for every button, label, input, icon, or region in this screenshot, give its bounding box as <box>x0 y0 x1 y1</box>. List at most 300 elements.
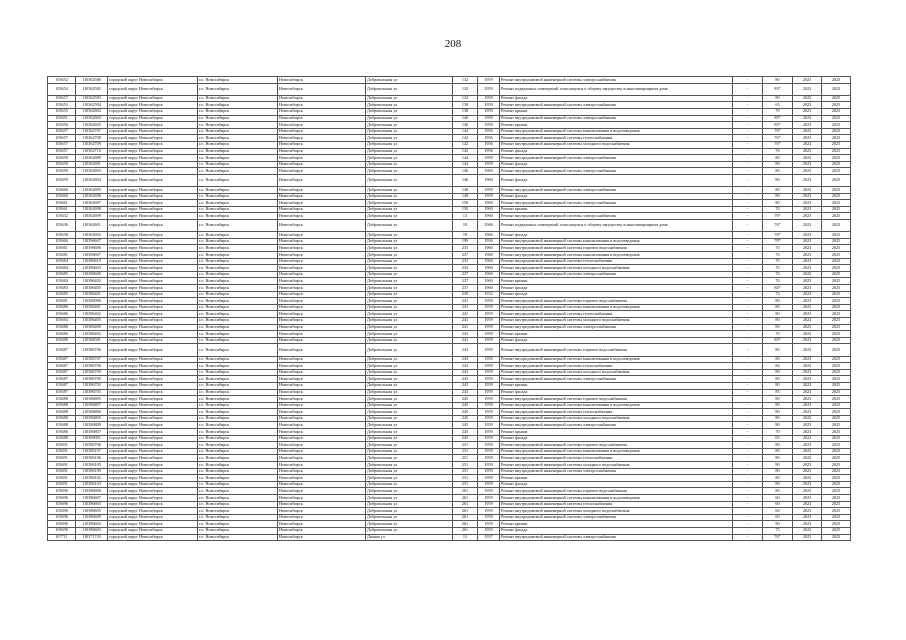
table-row <box>48 363 851 370</box>
settlement-cell: г.о. Новосибирск <box>198 95 278 102</box>
settlement-cell: г.о. Новосибирск <box>198 304 278 311</box>
settlement-cell: г.о. Новосибирск <box>198 382 278 389</box>
end-year-cell: 2025 <box>822 337 851 344</box>
start-year-cell: 2023 <box>793 115 822 122</box>
house-number-cell: 239 <box>453 291 478 298</box>
table-row <box>48 508 851 515</box>
settlement-cell: г.о. Новосибирск <box>198 501 278 508</box>
end-year-cell: 2025 <box>822 409 851 416</box>
value-cell: 60 <box>763 495 793 502</box>
cost-cell: - <box>733 128 763 135</box>
end-year-cell: 2025 <box>822 245 851 252</box>
street-cell: Добровольная ул <box>366 455 453 462</box>
street-cell: Добровольная ул <box>366 356 453 363</box>
settlement-cell: г.о. Новосибирск <box>198 232 278 239</box>
end-year-cell: 2025 <box>822 527 851 534</box>
table-row <box>48 324 851 331</box>
work-type-cell: Ремонт крыши <box>500 206 733 213</box>
start-year-cell: 2023 <box>793 324 822 331</box>
city-cell: Новосибирск <box>278 220 366 232</box>
house-number-cell: 243 <box>453 344 478 356</box>
work-type-cell: Ремонт внутридомовой инженерной системы электроснабжения <box>500 468 733 475</box>
end-year-cell: 2025 <box>822 501 851 508</box>
row-number-cell: 103657 <box>48 95 76 102</box>
settlement-cell: г.о. Новосибирск <box>198 429 278 436</box>
value-cell: 80 <box>763 344 793 356</box>
settlement-cell: г.о. Новосибирск <box>198 148 278 155</box>
house-number-cell: 138 <box>453 108 478 115</box>
cost-cell: - <box>733 521 763 528</box>
end-year-cell: 2025 <box>822 193 851 200</box>
value-cell: 70 <box>763 108 793 115</box>
settlement-cell: г.о. Новосибирск <box>198 389 278 396</box>
district-cell: городской округ Новосибирск <box>108 115 198 122</box>
district-cell: городской округ Новосибирск <box>108 488 198 495</box>
settlement-cell: г.о. Новосибирск <box>198 168 278 175</box>
street-cell: Добровольная ул <box>366 200 453 207</box>
district-cell: городской округ Новосибирск <box>108 495 198 502</box>
build-year-cell: 1959 <box>478 455 500 462</box>
city-cell: Новосибирск <box>278 265 366 272</box>
start-year-cell: 2023 <box>793 278 822 285</box>
work-type-cell: Ремонт крыши <box>500 278 733 285</box>
row-number-cell: 103687 <box>48 363 76 370</box>
settlement-cell: г.о. Новосибирск <box>198 245 278 252</box>
start-year-cell: 2023 <box>793 304 822 311</box>
house-id-cell: 110386105 <box>76 462 108 469</box>
house-number-cell: 261 <box>453 527 478 534</box>
settlement-cell: г.о. Новосибирск <box>198 83 278 95</box>
street-cell: Дачная ул <box>366 534 453 541</box>
street-cell: Добровольная ул <box>366 442 453 449</box>
end-year-cell: 2025 <box>822 108 851 115</box>
value-cell: 85 <box>763 389 793 396</box>
table-row <box>48 376 851 383</box>
value-cell: 76* <box>763 232 793 239</box>
cost-cell: - <box>733 435 763 442</box>
start-year-cell: 2023 <box>793 396 822 403</box>
row-number-cell: 103696 <box>48 514 76 521</box>
start-year-cell: 2023 <box>793 442 822 449</box>
cost-cell: - <box>733 304 763 311</box>
house-id-cell: 110362605 <box>76 122 108 129</box>
house-number-cell: 241 <box>453 304 478 311</box>
district-cell: городской округ Новосибирск <box>108 206 198 213</box>
settlement-cell: г.о. Новосибирск <box>198 468 278 475</box>
house-id-cell: 110362689 <box>76 155 108 162</box>
cost-cell: - <box>733 232 763 239</box>
start-year-cell: 2023 <box>793 488 822 495</box>
table-row <box>48 455 851 462</box>
district-cell: городской округ Новосибирск <box>108 429 198 436</box>
house-id-cell: 110386107 <box>76 448 108 455</box>
city-cell: Новосибирск <box>278 442 366 449</box>
work-type-cell: Ремонт внутридомовой инженерной системы горячего водоснабжения <box>500 344 733 356</box>
end-year-cell: 2025 <box>822 402 851 409</box>
table-row <box>48 409 851 416</box>
street-cell: Добровольная ул <box>366 213 453 220</box>
city-cell: Новосибирск <box>278 324 366 331</box>
start-year-cell: 2023 <box>793 376 822 383</box>
work-type-cell: Ремонт внутридомовой инженерной системы теплоснабжения <box>500 501 733 508</box>
build-year-cell: 1959 <box>478 324 500 331</box>
value-cell: 80 <box>763 324 793 331</box>
row-number-cell: 103659 <box>48 174 76 186</box>
house-id-cell: 110386606 <box>76 488 108 495</box>
end-year-cell: 2025 <box>822 258 851 265</box>
settlement-cell: г.о. Новосибирск <box>198 344 278 356</box>
value-cell: 80 <box>763 382 793 389</box>
cost-cell: - <box>733 337 763 344</box>
build-year-cell: 1960 <box>478 206 500 213</box>
work-type-cell: Ремонт внутридомовой инженерной системы электроснабжения <box>500 77 733 84</box>
cost-cell: - <box>733 213 763 220</box>
row-number-cell: 103688 <box>48 415 76 422</box>
work-type-cell: Ремонт внутридомовой инженерной системы горячего водоснабжения <box>500 396 733 403</box>
row-number-cell: 103684 <box>48 265 76 272</box>
street-cell: Добровольная ул <box>366 245 453 252</box>
start-year-cell: 2023 <box>793 141 822 148</box>
house-number-cell: 13 <box>453 213 478 220</box>
work-type-cell: Ремонт внутридомовой инженерной системы горячего водоснабжения <box>500 298 733 305</box>
district-cell: городской округ Новосибирск <box>108 331 198 338</box>
house-number-cell: 138 <box>453 102 478 109</box>
district-cell: городской округ Новосибирск <box>108 455 198 462</box>
settlement-cell: г.о. Новосибирск <box>198 409 278 416</box>
settlement-cell: г.о. Новосибирск <box>198 396 278 403</box>
house-number-cell: 245 <box>453 429 478 436</box>
value-cell: 70 <box>763 258 793 265</box>
house-number-cell: 251 <box>453 475 478 482</box>
value-cell: 76* <box>763 220 793 232</box>
end-year-cell: 2025 <box>822 95 851 102</box>
end-year-cell: 2025 <box>822 77 851 84</box>
cost-cell: - <box>733 475 763 482</box>
house-id-cell: 110362698 <box>76 206 108 213</box>
value-cell: 80 <box>763 161 793 168</box>
work-type-cell: Ремонт фасада <box>500 174 733 186</box>
cost-cell: - <box>733 108 763 115</box>
settlement-cell: г.о. Новосибирск <box>198 271 278 278</box>
settlement-cell: г.о. Новосибирск <box>198 285 278 292</box>
build-year-cell: 1960 <box>478 174 500 186</box>
district-cell: городской округ Новосибирск <box>108 304 198 311</box>
start-year-cell: 2023 <box>793 213 822 220</box>
cost-cell: - <box>733 206 763 213</box>
start-year-cell: 2023 <box>793 206 822 213</box>
street-cell: Добровольная ул <box>366 135 453 142</box>
city-cell: Новосибирск <box>278 187 366 194</box>
house-id-cell: 110362696 <box>76 193 108 200</box>
district-cell: городской округ Новосибирск <box>108 135 198 142</box>
work-type-cell: Ремонт внутридомовой инженерной системы канализования и водоотведения <box>500 304 733 311</box>
district-cell: городской округ Новосибирск <box>108 141 198 148</box>
start-year-cell: 2023 <box>793 455 822 462</box>
value-cell: 80 <box>763 462 793 469</box>
house-id-cell: 110362601 <box>76 220 108 232</box>
build-year-cell: 1959 <box>478 122 500 129</box>
row-number-cell: 103681 <box>48 298 76 305</box>
street-cell: Добровольная ул <box>366 77 453 84</box>
cost-cell: - <box>733 271 763 278</box>
house-number-cell: 237 <box>453 252 478 259</box>
district-cell: городской округ Новосибирск <box>108 396 198 403</box>
house-number-cell: 146 <box>453 174 478 186</box>
build-year-cell: 1959 <box>478 475 500 482</box>
street-cell: Добровольная ул <box>366 102 453 109</box>
cost-cell: - <box>733 278 763 285</box>
build-year-cell: 1959 <box>478 488 500 495</box>
start-year-cell: 2023 <box>793 187 822 194</box>
value-cell: 76 <box>763 148 793 155</box>
house-number-cell: 140 <box>453 122 478 129</box>
start-year-cell: 2023 <box>793 77 822 84</box>
value-cell: 76* <box>763 135 793 142</box>
end-year-cell: 2025 <box>822 311 851 318</box>
start-year-cell: 2022 <box>793 435 822 442</box>
house-number-cell: 18 <box>453 220 478 232</box>
cost-cell: - <box>733 356 763 363</box>
settlement-cell: г.о. Новосибирск <box>198 331 278 338</box>
table-row <box>48 415 851 422</box>
house-number-cell: 261 <box>453 521 478 528</box>
house-number-cell: 261 <box>453 508 478 515</box>
end-year-cell: 2025 <box>822 265 851 272</box>
value-cell: 78* <box>763 238 793 245</box>
table-row <box>48 462 851 469</box>
house-number-cell: 251 <box>453 468 478 475</box>
house-id-cell: 110362695 <box>76 187 108 194</box>
house-id-cell: 110371743 <box>76 534 108 541</box>
row-number-cell: 103684 <box>48 258 76 265</box>
work-type-cell: Ремонт внутридомовой инженерной системы холодного водоснабжения <box>500 462 733 469</box>
value-cell: 83* <box>763 83 793 95</box>
end-year-cell: 2025 <box>822 344 851 356</box>
work-type-cell: Ремонт внутридомовой инженерной системы теплоснабжения <box>500 135 733 142</box>
cost-cell: - <box>733 115 763 122</box>
street-cell: Добровольная ул <box>366 429 453 436</box>
table-row <box>48 382 851 389</box>
start-year-cell: 2023 <box>793 337 822 344</box>
start-year-cell: 2023 <box>793 245 822 252</box>
house-number-cell: 241 <box>453 324 478 331</box>
build-year-cell: 1959 <box>478 521 500 528</box>
district-cell: городской округ Новосибирск <box>108 285 198 292</box>
row-number-cell: 103696 <box>48 488 76 495</box>
cost-cell: - <box>733 285 763 292</box>
table-row <box>48 232 851 239</box>
cost-cell: - <box>733 83 763 95</box>
row-number-cell: 103657 <box>48 128 76 135</box>
settlement-cell: г.о. Новосибирск <box>198 77 278 84</box>
house-number-cell: 237 <box>453 285 478 292</box>
end-year-cell: 2025 <box>822 455 851 462</box>
work-type-cell: Ремонт внутридомовой инженерной системы холодного водоснабжения <box>500 141 733 148</box>
start-year-cell: 2023 <box>793 475 822 482</box>
table-row <box>48 521 851 528</box>
district-cell: городской округ Новосибирск <box>108 77 198 84</box>
street-cell: Добровольная ул <box>366 83 453 95</box>
build-year-cell: 1959 <box>478 508 500 515</box>
work-type-cell: Ремонт подвальных помещений, относящихся к общему имуществу в многоквартирном доме <box>500 220 733 232</box>
district-cell: городской округ Новосибирск <box>108 220 198 232</box>
build-year-cell: 1960 <box>478 213 500 220</box>
table-row <box>48 213 851 220</box>
cost-cell: - <box>733 148 763 155</box>
end-year-cell: 2025 <box>822 102 851 109</box>
value-cell: 80 <box>763 193 793 200</box>
build-year-cell: 1959 <box>478 363 500 370</box>
settlement-cell: г.о. Новосибирск <box>198 521 278 528</box>
street-cell: Добровольная ул <box>366 495 453 502</box>
work-type-cell: Ремонт внутридомовой инженерной системы теплоснабжения <box>500 409 733 416</box>
district-cell: городской округ Новосибирск <box>108 369 198 376</box>
start-year-cell: 2023 <box>793 356 822 363</box>
city-cell: Новосибирск <box>278 382 366 389</box>
start-year-cell: 2023 <box>793 83 822 95</box>
district-cell: городской округ Новосибирск <box>108 200 198 207</box>
row-number-cell: 103696 <box>48 501 76 508</box>
value-cell: 85* <box>763 122 793 129</box>
district-cell: городской округ Новосибирск <box>108 187 198 194</box>
start-year-cell: 2023 <box>793 193 822 200</box>
settlement-cell: г.о. Новосибирск <box>198 291 278 298</box>
work-type-cell: Ремонт фасада <box>500 435 733 442</box>
build-year-cell: 1959 <box>478 77 500 84</box>
settlement-cell: г.о. Новосибирск <box>198 278 278 285</box>
build-year-cell: 1959 <box>478 311 500 318</box>
start-year-cell: 2023 <box>793 135 822 142</box>
build-year-cell: 1966 <box>478 232 500 239</box>
house-number-cell: 132 <box>453 95 478 102</box>
work-type-cell: Ремонт внутридомовой инженерной системы электроснабжения <box>500 376 733 383</box>
district-cell: городской округ Новосибирск <box>108 409 198 416</box>
house-number-cell: 150 <box>453 200 478 207</box>
build-year-cell: 1959 <box>478 495 500 502</box>
city-cell: Новосибирск <box>278 521 366 528</box>
district-cell: городской округ Новосибирск <box>108 258 198 265</box>
row-number-cell: 103652 <box>48 77 76 84</box>
street-cell: Добровольная ул <box>366 344 453 356</box>
settlement-cell: г.о. Новосибирск <box>198 495 278 502</box>
end-year-cell: 2025 <box>822 252 851 259</box>
end-year-cell: 2025 <box>822 442 851 449</box>
district-cell: городской округ Новосибирск <box>108 108 198 115</box>
house-number-cell: 132 <box>453 83 478 95</box>
settlement-cell: г.о. Новосибирск <box>198 422 278 429</box>
house-id-cell: 110386603 <box>76 501 108 508</box>
end-year-cell: 2025 <box>822 187 851 194</box>
row-number-cell: 103658 <box>48 161 76 168</box>
house-id-cell: 110386706 <box>76 344 108 356</box>
start-year-cell: 2023 <box>793 448 822 455</box>
start-year-cell: 2023 <box>793 232 822 239</box>
house-id-cell: 110362584 <box>76 102 108 109</box>
city-cell: Новосибирск <box>278 258 366 265</box>
house-id-cell: 110362699 <box>76 213 108 220</box>
street-cell: Добровольная ул <box>366 448 453 455</box>
work-type-cell: Ремонт внутридомовой инженерной системы теплоснабжения <box>500 258 733 265</box>
build-year-cell: 1959 <box>478 115 500 122</box>
cost-cell: - <box>733 238 763 245</box>
end-year-cell: 2025 <box>822 488 851 495</box>
cost-cell: - <box>733 389 763 396</box>
value-cell: 85* <box>763 115 793 122</box>
value-cell: 80 <box>763 448 793 455</box>
settlement-cell: г.о. Новосибирск <box>198 508 278 515</box>
build-year-cell: 1960 <box>478 278 500 285</box>
house-id-cell: 110386405 <box>76 285 108 292</box>
build-year-cell: 1960 <box>478 252 500 259</box>
work-type-cell: Ремонт внутридомовой инженерной системы электроснабжения <box>500 155 733 162</box>
work-type-cell: Ремонт фасада <box>500 95 733 102</box>
start-year-cell: 2023 <box>793 402 822 409</box>
city-cell: Новосибирск <box>278 415 366 422</box>
district-cell: городской округ Новосибирск <box>108 298 198 305</box>
build-year-cell: 1956 <box>478 128 500 135</box>
end-year-cell: 2025 <box>822 435 851 442</box>
city-cell: Новосибирск <box>278 488 366 495</box>
build-year-cell: 1960 <box>478 258 500 265</box>
end-year-cell: 2025 <box>822 495 851 502</box>
start-year-cell: 2023 <box>793 462 822 469</box>
work-type-cell: Ремонт фасада <box>500 389 733 396</box>
house-id-cell: 110386402 <box>76 331 108 338</box>
city-cell: Новосибирск <box>278 77 366 84</box>
house-number-cell: 140 <box>453 115 478 122</box>
end-year-cell: 2025 <box>822 514 851 521</box>
city-cell: Новосибирск <box>278 356 366 363</box>
city-cell: Новосибирск <box>278 396 366 403</box>
street-cell: Добровольная ул <box>366 337 453 344</box>
house-id-cell: 110386806 <box>76 409 108 416</box>
settlement-cell: г.о. Новосибирск <box>198 462 278 469</box>
start-year-cell: 2023 <box>793 422 822 429</box>
house-number-cell: 261 <box>453 501 478 508</box>
city-cell: Новосибирск <box>278 376 366 383</box>
cost-cell: - <box>733 122 763 129</box>
build-year-cell: 1959 <box>478 514 500 521</box>
work-type-cell: Ремонт внутридомовой инженерной системы канализования и водоотведения <box>500 128 733 135</box>
cost-cell: - <box>733 369 763 376</box>
house-number-cell: 144 <box>453 161 478 168</box>
value-cell: 80 <box>763 488 793 495</box>
build-year-cell: 1959 <box>478 448 500 455</box>
street-cell: Добровольная ул <box>366 193 453 200</box>
row-number-cell: 103659 <box>48 168 76 175</box>
work-type-cell: Ремонт фасада <box>500 232 733 239</box>
cost-cell: - <box>733 265 763 272</box>
value-cell: 70 <box>763 331 793 338</box>
district-cell: городской округ Новосибирск <box>108 462 198 469</box>
district-cell: городской округ Новосибирск <box>108 213 198 220</box>
settlement-cell: г.о. Новосибирск <box>198 193 278 200</box>
build-year-cell: 1959 <box>478 376 500 383</box>
start-year-cell: 2023 <box>793 415 822 422</box>
build-year-cell: 1959 <box>478 396 500 403</box>
start-year-cell: 2023 <box>793 298 822 305</box>
house-id-cell: 110386603 <box>76 527 108 534</box>
settlement-cell: г.о. Новосибирск <box>198 448 278 455</box>
house-id-cell: 110362697 <box>76 200 108 207</box>
row-number-cell: 103688 <box>48 396 76 403</box>
city-cell: Новосибирск <box>278 193 366 200</box>
value-cell: 65 <box>763 102 793 109</box>
row-number-cell: 103684 <box>48 278 76 285</box>
build-year-cell: 1957 <box>478 534 500 541</box>
start-year-cell: 2023 <box>793 174 822 186</box>
settlement-cell: г.о. Новосибирск <box>198 252 278 259</box>
